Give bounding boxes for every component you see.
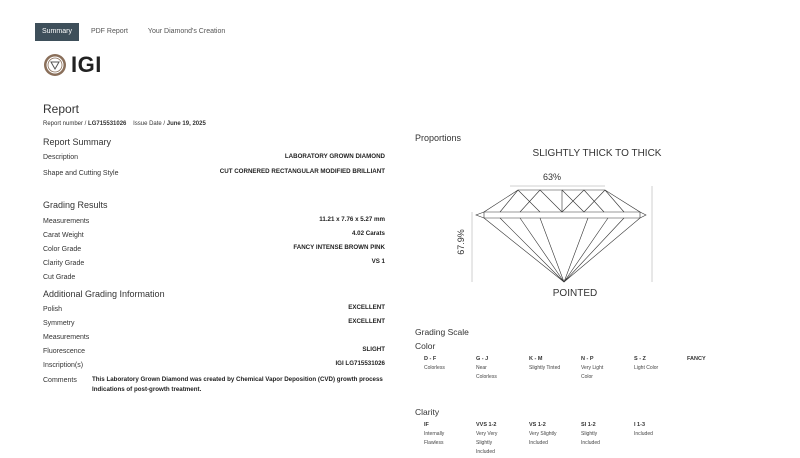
tab-pdf-report[interactable]: PDF Report <box>90 28 128 35</box>
grading-scale-heading: Grading Scale <box>415 327 469 337</box>
report-number: LG715531026 <box>88 121 127 127</box>
row-value: FANCY INTENSE BROWN PINK <box>293 244 385 251</box>
row-label: Cut Grade <box>43 274 76 281</box>
row-value: EXCELLENT <box>348 318 385 325</box>
report-number-label: Report number / <box>43 121 87 127</box>
row-label: Description <box>43 154 79 161</box>
row-label: Carat Weight <box>43 232 84 239</box>
clarity-scale-item: VS 1-2 Very Slightly Included <box>529 422 557 446</box>
row-label: Measurements <box>43 334 90 341</box>
row-value: VS 1 <box>371 258 385 265</box>
row-label: Measurements <box>43 218 90 225</box>
clarity-scale-item: SI 1-2 Slightly Included <box>581 422 600 446</box>
clarity-scale-item: VVS 1-2 Very Very Slightly Included <box>476 422 498 455</box>
comments-text: This Laboratory Grown Diamond was created by Chemical Vapor Deposition (CVD) growth process Indications of post-growth treatment. <box>92 376 383 393</box>
girdle-label: SLIGHTLY THICK TO THICK <box>532 148 662 159</box>
color-scale-item: G - J Near Colorless <box>476 356 497 380</box>
culet-label: POINTED <box>552 288 598 299</box>
row-label: Clarity Grade <box>43 260 85 267</box>
report-title: Report <box>43 102 80 116</box>
row-value: 4.02 Carats <box>351 230 385 237</box>
clarity-scale-item: IF Internally Flawless <box>424 422 445 446</box>
row-value: IGI LG715531026 <box>335 360 385 367</box>
tab-summary[interactable]: Summary <box>35 23 79 41</box>
row-value: SLIGHT <box>362 346 385 353</box>
issue-date-label: Issue Date / <box>133 121 166 127</box>
tab-bar <box>35 23 245 41</box>
tab-diamond-creation[interactable]: Your Diamond's Creation <box>147 28 226 35</box>
color-scale-heading: Color <box>415 341 436 351</box>
diamond-outline <box>472 186 652 282</box>
depth-label: 67.9% <box>456 229 466 255</box>
row-label: Symmetry <box>43 320 75 327</box>
row-label: Polish <box>43 306 63 313</box>
table-label: 63% <box>542 172 562 182</box>
row-label: Fluorescence <box>43 348 86 355</box>
report-number-line <box>43 121 206 127</box>
proportions-diagram <box>440 142 670 304</box>
grading-results-heading: Grading Results <box>43 200 108 210</box>
clarity-scale-heading: Clarity <box>415 407 440 417</box>
color-scale-item: K - M Slightly Tinted <box>529 356 561 371</box>
comments-label: Comments <box>43 377 77 384</box>
color-scale-item: S - Z Light Color <box>634 356 659 371</box>
igi-seal-icon <box>43 53 67 77</box>
row-value: EXCELLENT <box>348 304 385 311</box>
row-label: Inscription(s) <box>43 362 84 369</box>
igi-logo <box>43 52 102 78</box>
row-label: Color Grade <box>43 246 82 253</box>
row-value: CUT CORNERED RECTANGULAR MODIFIED BRILLIANT <box>219 168 385 175</box>
row-label: Shape and Cutting Style <box>43 170 119 177</box>
color-scale-item: D - F Colorless <box>424 356 445 371</box>
issue-date: June 19, 2025 <box>166 121 206 127</box>
color-scale-item: FANCY <box>687 356 706 362</box>
report-summary-heading: Report Summary <box>43 137 112 147</box>
color-scale-item: N - P Very Light Color <box>581 356 604 380</box>
proportions-heading: Proportions <box>415 133 462 143</box>
row-value: 11.21 x 7.76 x 5.27 mm <box>319 216 385 223</box>
row-value: LABORATORY GROWN DIAMOND <box>284 153 385 160</box>
additional-grading-heading: Additional Grading Information <box>43 289 165 299</box>
logo-text: IGI <box>71 52 102 77</box>
clarity-scale-item: I 1-3 Included <box>634 422 653 437</box>
